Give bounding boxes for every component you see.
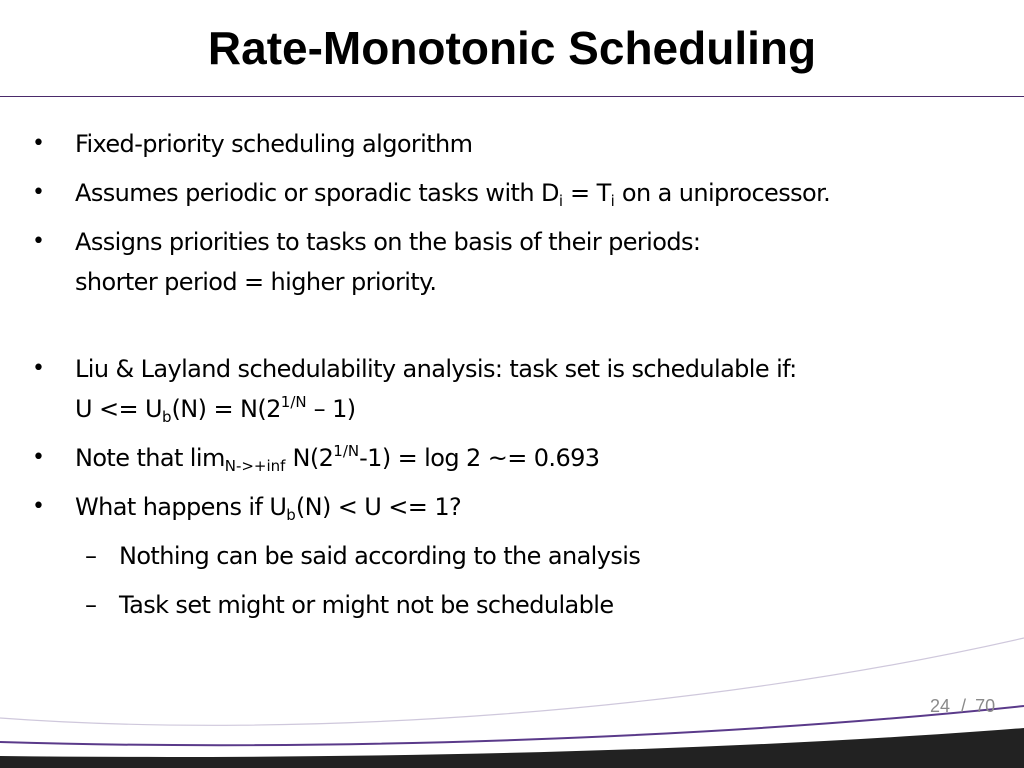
subscript-i: i [610,192,615,210]
text-run: -1) = log 2 ~= 0.693 [359,444,600,472]
swoosh-dark-band [0,728,1024,768]
page-current: 24 [930,696,951,716]
superscript-1-over-n: 1/N [333,442,360,460]
text-run: Assumes periodic or sporadic tasks with D [75,179,559,207]
subscript-b: b [286,506,296,524]
dash-marker: – [85,542,97,570]
text-run: on a uniprocessor. [614,179,831,207]
subbullet-text: Nothing can be said according to the analysis [119,542,641,570]
bullet-text-line-1: Assigns priorities to tasks on the basis of their periods: [75,228,701,256]
text-run: What happens if U [75,493,287,521]
bullet-text-line-2: shorter period = higher priority. [75,268,437,296]
slide-content [0,124,1024,634]
spacer [0,311,1024,349]
bullet-text [75,487,1024,527]
text-run: = T [563,179,611,207]
bullet-item-4 [0,349,1024,429]
page-number [930,696,995,717]
subscript-b: b [162,408,172,426]
bullet-item-3 [0,222,1024,302]
bullet-text [75,438,1024,478]
text-run: N(2 [285,444,334,472]
bullet-text: Fixed-priority scheduling algorithm [75,130,473,158]
page-total: 70 [975,696,996,716]
bullet-item-1 [0,124,1024,164]
subbullet-item-2 [0,585,1024,625]
bullet-item-6 [0,487,1024,527]
bullet-formula [75,389,1024,429]
dash-marker: – [85,591,97,619]
text-run: – 1) [306,395,356,423]
swoosh-purple-arc [0,706,1024,745]
superscript-1-over-n: 1/N [280,393,307,411]
bullet-text-line-1: Liu & Layland schedulability analysis: task set is schedulable if: [75,355,797,383]
text-run: (N) = N(2 [171,395,281,423]
subscript-limit: N->+inf [224,457,286,475]
swoosh-thin-arc [0,638,1024,725]
bullet-marker: • [32,445,45,470]
subbullet-text: Task set might or might not be schedulable [119,591,614,619]
bullet-item-2 [0,173,1024,213]
bullet-marker: • [32,180,45,205]
bullet-item-5 [0,438,1024,478]
bullet-text [75,173,1024,213]
bullet-marker: • [32,494,45,519]
text-run: (N) < U <= 1? [295,493,462,521]
page-separator: / [961,696,967,716]
subscript-i: i [558,192,564,210]
bullet-marker: • [32,131,45,156]
text-run: U <= U [75,395,163,423]
text-run: Note that lim [75,444,225,472]
slide-title: Rate-Monotonic Scheduling [207,22,817,74]
title-divider [0,96,1024,97]
subbullet-item-1 [0,536,1024,576]
bullet-marker: • [32,356,45,381]
bullet-marker: • [32,229,45,254]
